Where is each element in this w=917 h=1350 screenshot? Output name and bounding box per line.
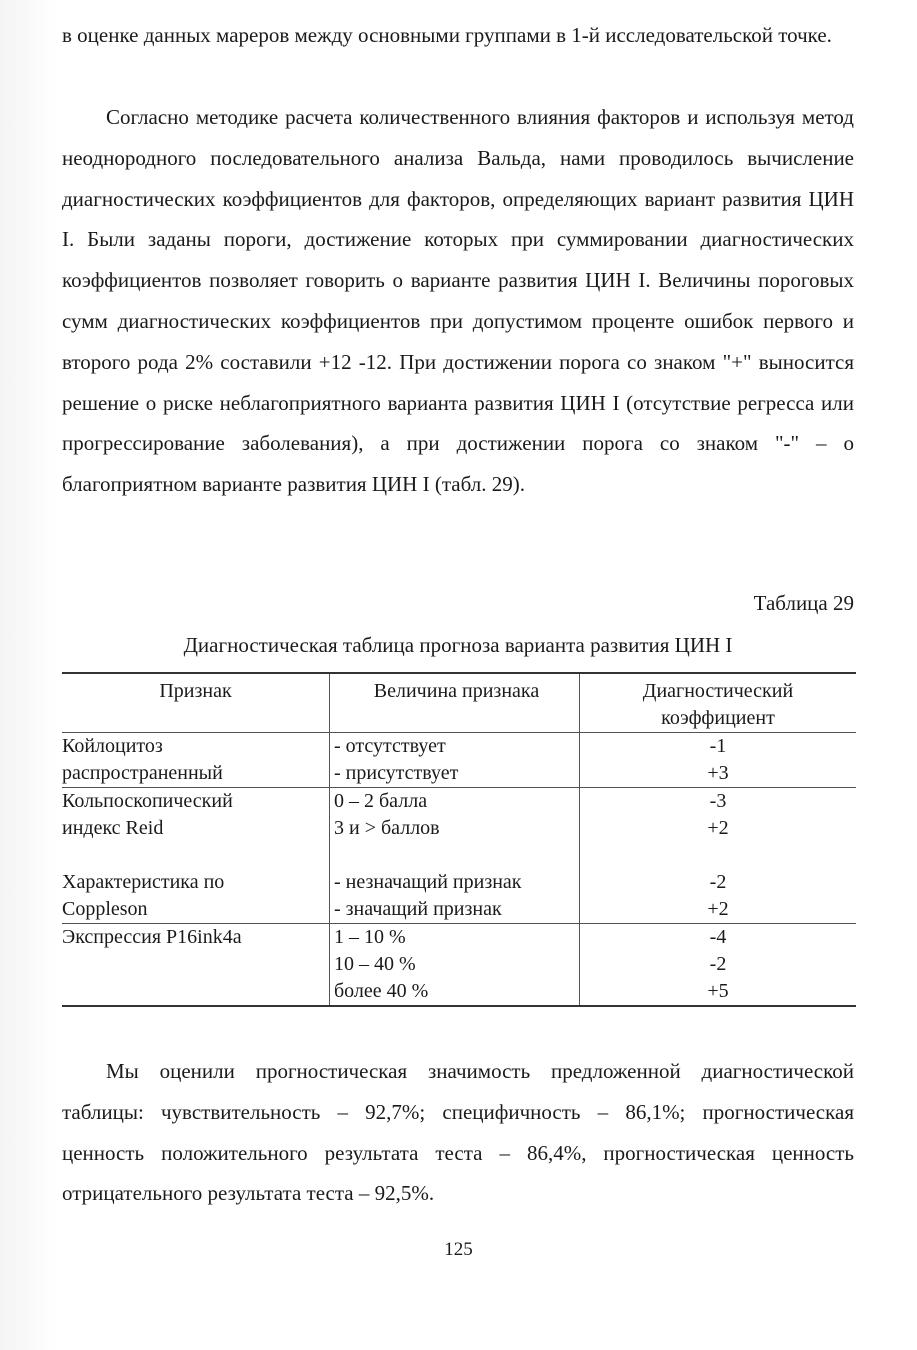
page-number: 125 [444, 1239, 473, 1260]
value-label: - незначащий признак [334, 871, 522, 893]
value-label: 10 – 40 % [334, 953, 416, 975]
feature-label: Кольпоскопический [62, 790, 233, 812]
header-value: Величина признака [330, 673, 580, 733]
diagnostic-table [62, 672, 856, 1007]
coefficient-value: -2 [709, 871, 727, 893]
coefficient-value: +2 [707, 817, 729, 839]
coefficient-value: -2 [709, 953, 727, 975]
value-label: - значащий признак [334, 898, 502, 920]
table-number-label: Таблица 29 [753, 591, 854, 615]
value-label: 1 – 10 % [334, 926, 406, 948]
table-row-coppleson [62, 869, 856, 924]
table-header-row [62, 673, 856, 733]
coefficient-value: +5 [707, 980, 729, 1002]
coefficient-value: -4 [709, 926, 727, 948]
header-coefficient: Диагностический коэффициент [580, 673, 857, 733]
value-label: 3 и > баллов [334, 817, 440, 839]
value-label: более 40 % [334, 980, 429, 1002]
value-label: - отсутствует [334, 735, 446, 757]
value-label: - присутствует [334, 762, 459, 784]
feature-label: распространенный [62, 762, 223, 784]
table-row-koilocytosis [62, 733, 856, 788]
feature-label: Койлоцитоз [62, 735, 163, 757]
coefficient-value: +2 [707, 898, 729, 920]
table-row-p16-expression [62, 924, 856, 1007]
coefficient-value: +3 [707, 762, 729, 784]
paragraph-intro-fragment: в оценке данных мареров между основными группами в 1-й исследовательской точке. [62, 23, 832, 47]
coefficient-value: -3 [709, 790, 727, 812]
table-row-reid-index [62, 788, 856, 870]
header-feature: Признак [62, 673, 330, 733]
value-label: 0 – 2 балла [334, 790, 428, 812]
feature-label: индекс Reid [62, 817, 164, 839]
scan-edge-shadow [0, 0, 58, 1350]
paragraph-method: Согласно методике расчета количественного влияния факторов и используя метод неоднородного последовательного анализа Вальда, нами проводилось вычисление диагностических коэффициентов для факторов, определяющих вариант развития ЦИН I. Были заданы пороги, достижение которых при суммировании диагностических коэффициентов позволяет говорить о варианте развития ЦИН I. Величины пороговых сумм диагностических коэффициентов при допустимом проценте ошибок первого и второго рода 2% составили +12 -12. При достижении порога со знаком "+" выносится решение о риске неблагоприятного варианта развития ЦИН I (отсутствие регресса или прогрессирование заболевания), а при достижении порога со знаком "-" – о благоприятном варианте развития ЦИН I (табл. 29). [62, 105, 854, 497]
paragraph-evaluation: Мы оценили прогностическая значимость предложенной диагностической таблицы: чувствительность – 92,7%; специфичность – 86,1%; прогностическая ценность положительного результата теста – 86,4%, прогностическая ценность отрицательного результата теста – 92,5%. [62, 1059, 854, 1206]
coefficient-value: -1 [709, 735, 727, 757]
table-title: Диагностическая таблица прогноза варианта развития ЦИН I [183, 633, 733, 657]
feature-label: Coppleson [62, 898, 148, 920]
feature-label: Экспрессия P16ink4a [62, 926, 242, 948]
feature-label: Характеристика по [62, 871, 225, 893]
